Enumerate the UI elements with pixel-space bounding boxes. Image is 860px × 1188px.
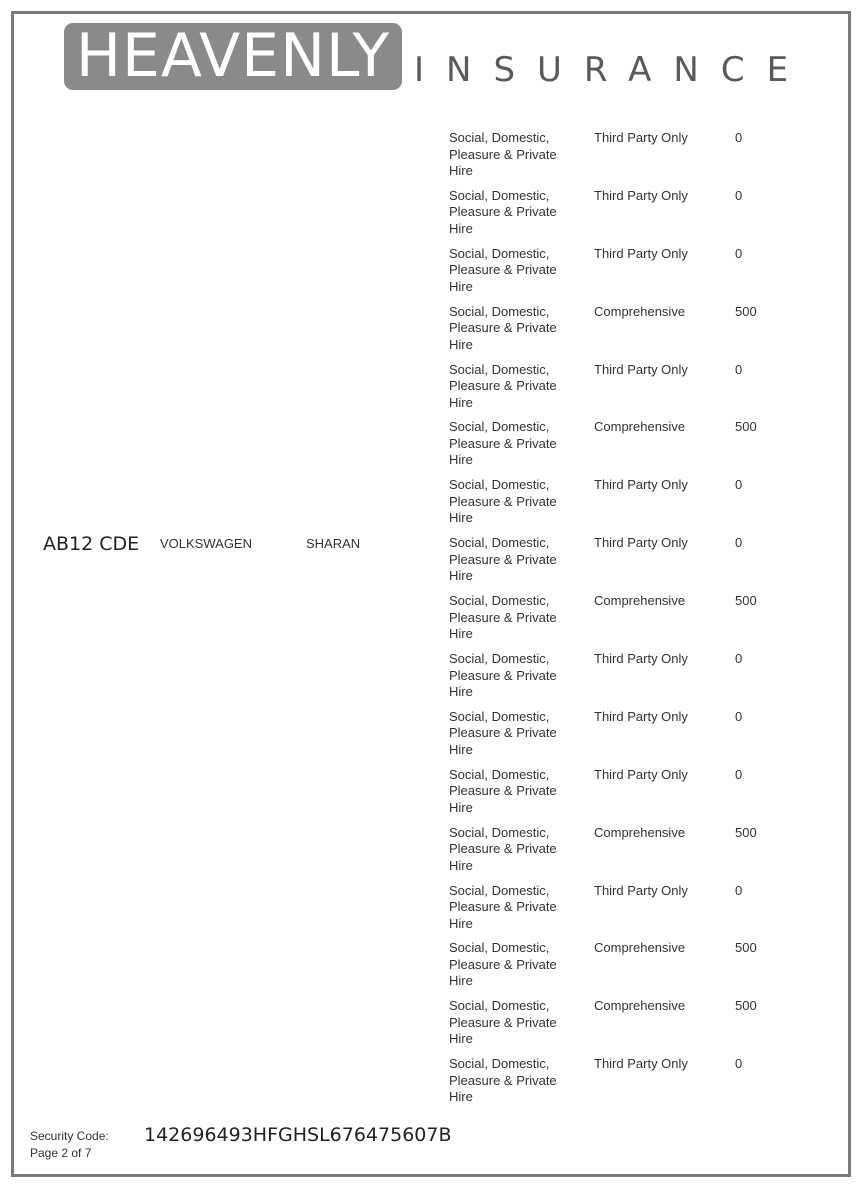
logo	[64, 23, 402, 90]
usage-cell: Social, Domestic, Pleasure & Private Hire	[449, 419, 557, 468]
table-row	[449, 419, 829, 477]
excess-cell: 0	[735, 708, 743, 724]
cover-type-cell: Third Party Only	[594, 708, 688, 724]
excess-cell: 500	[735, 303, 757, 319]
table-row	[449, 767, 829, 825]
table-row	[449, 535, 829, 593]
table-row	[449, 593, 829, 651]
cover-type-cell: Third Party Only	[594, 245, 688, 261]
usage-cell: Social, Domestic, Pleasure & Private Hire	[449, 708, 557, 757]
table-row	[449, 998, 829, 1056]
usage-cell: Social, Domestic, Pleasure & Private Hire	[449, 998, 557, 1047]
excess-cell: 0	[735, 361, 743, 377]
excess-cell: 0	[735, 477, 743, 493]
cover-type-cell: Comprehensive	[594, 940, 686, 956]
table-row	[449, 477, 829, 535]
table-row	[449, 883, 829, 941]
usage-cell: Social, Domestic, Pleasure & Private Hire	[449, 130, 557, 178]
usage-cell: Social, Domestic, Pleasure & Private Hire	[449, 477, 557, 526]
table-row	[449, 940, 829, 998]
cover-type-cell: Comprehensive	[594, 419, 686, 435]
excess-cell: 0	[735, 766, 743, 782]
table-row	[449, 1056, 829, 1114]
security-code-label: Security Code:	[30, 1129, 109, 1143]
vehicle-model: SHARAN	[306, 536, 361, 551]
usage-cell: Social, Domestic, Pleasure & Private Hire	[449, 824, 557, 873]
usage-cell: Social, Domestic, Pleasure & Private Hire	[449, 535, 557, 584]
excess-cell: 500	[735, 998, 757, 1014]
table-row	[449, 651, 829, 709]
excess-cell: 0	[735, 187, 743, 203]
usage-cell: Social, Domestic, Pleasure & Private Hire	[449, 882, 557, 931]
usage-cell: Social, Domestic, Pleasure & Private Hire	[449, 361, 557, 410]
cover-type-cell: Comprehensive	[594, 824, 686, 840]
cover-type-cell: Third Party Only	[594, 477, 688, 493]
table-row	[449, 362, 829, 420]
logo-tagline: INSURANCE	[414, 50, 811, 90]
excess-cell: 500	[735, 419, 757, 435]
security-code: 142696493HFGHSL676475607B	[144, 1124, 452, 1146]
cover-type-cell: Third Party Only	[594, 361, 688, 377]
excess-cell: 500	[735, 940, 757, 956]
usage-cell: Social, Domestic, Pleasure & Private Hire	[449, 303, 557, 352]
cover-type-cell: Third Party Only	[594, 1056, 688, 1072]
vehicle-registration: AB12 CDE	[43, 533, 140, 555]
excess-cell: 0	[735, 1056, 743, 1072]
usage-cell: Social, Domestic, Pleasure & Private Hire	[449, 593, 557, 642]
usage-cell: Social, Domestic, Pleasure & Private Hire	[449, 245, 557, 294]
cover-type-cell: Third Party Only	[594, 130, 688, 145]
table-row	[449, 188, 829, 246]
usage-cell: Social, Domestic, Pleasure & Private Hire	[449, 187, 557, 236]
excess-cell: 0	[735, 245, 743, 261]
usage-cell: Social, Domestic, Pleasure & Private Hire	[449, 940, 557, 989]
table-row	[449, 304, 829, 362]
cover-type-cell: Third Party Only	[594, 766, 688, 782]
excess-cell: 0	[735, 130, 743, 145]
excess-cell: 0	[735, 651, 743, 667]
cover-table	[449, 130, 829, 1114]
usage-cell: Social, Domestic, Pleasure & Private Hire	[449, 651, 557, 700]
excess-cell: 500	[735, 824, 757, 840]
cover-type-cell: Third Party Only	[594, 535, 688, 551]
excess-cell: 500	[735, 593, 757, 609]
usage-cell: Social, Domestic, Pleasure & Private Hire	[449, 766, 557, 815]
table-row	[449, 246, 829, 304]
table-row	[449, 709, 829, 767]
table-row	[449, 130, 829, 188]
table-row	[449, 825, 829, 883]
cover-type-cell: Comprehensive	[594, 593, 686, 609]
page-number: Page 2 of 7	[30, 1146, 92, 1160]
logo-brand: HEAVENLY	[75, 21, 391, 91]
excess-cell: 0	[735, 882, 743, 898]
cover-type-cell: Comprehensive	[594, 998, 686, 1014]
vehicle-make: VOLKSWAGEN	[160, 536, 252, 551]
cover-type-cell: Third Party Only	[594, 882, 688, 898]
cover-type-cell: Comprehensive	[594, 303, 686, 319]
excess-cell: 0	[735, 535, 743, 551]
cover-type-cell: Third Party Only	[594, 651, 688, 667]
cover-type-cell: Third Party Only	[594, 187, 688, 203]
usage-cell: Social, Domestic, Pleasure & Private Hire	[449, 1056, 557, 1105]
